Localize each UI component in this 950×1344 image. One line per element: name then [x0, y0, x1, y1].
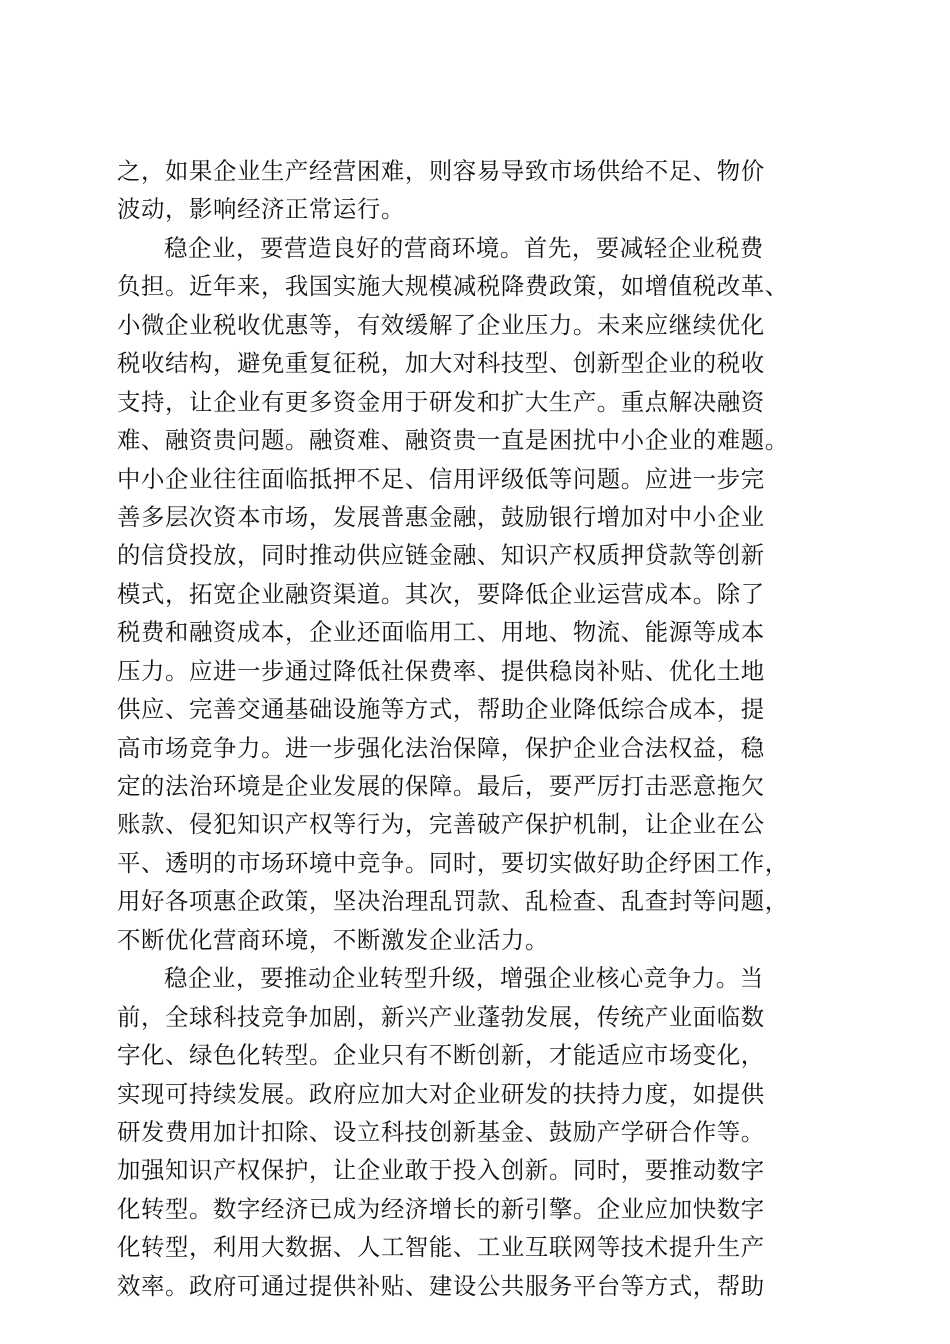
text-line: 稳企业，要营造良好的营商环境。首先，要减轻企业税费 — [164, 233, 764, 262]
text-line: 中小企业往往面临抵押不足、信用评级低等问题。应进一步完 — [117, 464, 765, 493]
text-line: 化转型，利用大数据、人工智能、工业互联网等技术提升生产 — [117, 1233, 765, 1262]
text-line: 稳企业，要推动企业转型升级，增强企业核心竞争力。当 — [164, 964, 764, 993]
text-line: 加强知识产权保护，让企业敢于投入创新。同时，要推动数字 — [117, 1156, 765, 1185]
text-line: 的信贷投放，同时推动供应链金融、知识产权质押贷款等创新 — [117, 541, 765, 570]
text-line: 负担。近年来，我国实施大规模减税降费政策，如增值税改革、 — [117, 272, 789, 301]
body-text — [117, 152, 837, 1305]
text-line: 定的法治环境是企业发展的保障。最后，要严厉打击恶意拖欠 — [117, 772, 765, 800]
text-line: 效率。政府可通过提供补贴、建设公共服务平台等方式，帮助 — [117, 1271, 765, 1300]
text-line: 不断优化营商环境，不断激发企业活力。 — [117, 925, 549, 954]
text-line: 用好各项惠企政策，坚决治理乱罚款、乱检查、乱查封等问题， — [117, 887, 789, 916]
text-line: 前，全球科技竞争加剧，新兴产业蓬勃发展，传统产业面临数 — [117, 1002, 765, 1031]
text-line: 善多层次资本市场，发展普惠金融，鼓励银行增加对中小企业 — [117, 502, 765, 531]
text-line: 支持，让企业有更多资金用于研发和扩大生产。重点解决融资 — [117, 387, 765, 416]
text-line: 税收结构，避免重复征税，加大对科技型、创新型企业的税收 — [117, 349, 765, 378]
text-line: 模式，拓宽企业融资渠道。其次，要降低企业运营成本。除了 — [117, 579, 765, 608]
text-line: 字化、绿色化转型。企业只有不断创新，才能适应市场变化， — [117, 1041, 765, 1070]
text-line: 小微企业税收优惠等，有效缓解了企业压力。未来应继续优化 — [117, 310, 765, 339]
text-line: 供应、完善交通基础设施等方式，帮助企业降低综合成本，提 — [117, 695, 765, 724]
text-line: 难、融资贵问题。融资难、融资贵一直是困扰中小企业的难题。 — [117, 426, 789, 455]
text-line: 实现可持续发展。政府应加大对企业研发的扶持力度，如提供 — [117, 1079, 765, 1108]
text-line: 化转型。数字经济已成为经济增长的新引擎。企业应加快数字 — [117, 1194, 765, 1223]
text-line: 高市场竞争力。进一步强化法治保障，保护企业合法权益，稳 — [117, 733, 765, 762]
text-line: 波动，影响经济正常运行。 — [117, 195, 405, 224]
text-line: 税费和融资成本，企业还面临用工、用地、物流、能源等成本 — [117, 618, 765, 647]
text-line: 账款、侵犯知识产权等行为，完善破产保护机制，让企业在公 — [117, 810, 765, 839]
text-line: 压力。应进一步通过降低社保费率、提供稳岗补贴、优化土地 — [117, 656, 765, 685]
text-line: 之，如果企业生产经营困难，则容易导致市场供给不足、物价 — [117, 157, 765, 185]
text-line: 平、透明的市场环境中竞争。同时，要切实做好助企纾困工作， — [117, 848, 789, 877]
text-line: 研发费用加计扣除、设立科技创新基金、鼓励产学研合作等。 — [117, 1117, 765, 1146]
